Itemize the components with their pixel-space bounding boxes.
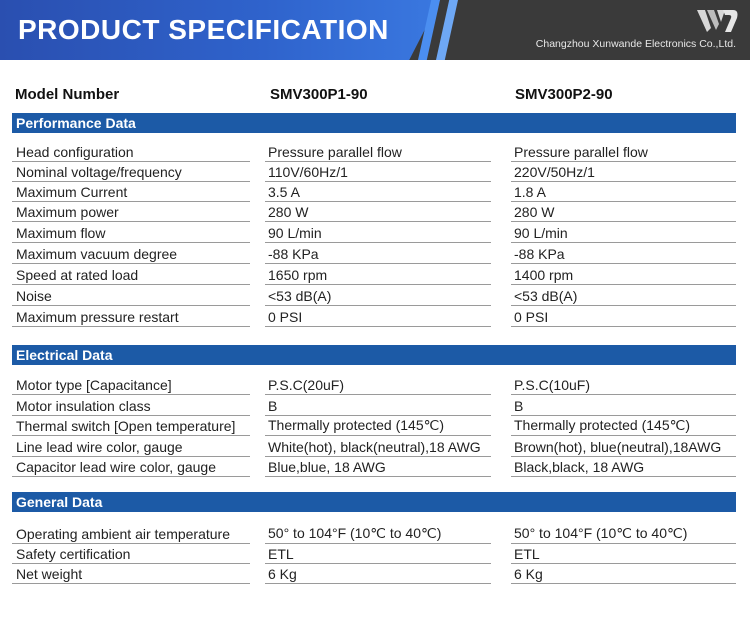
spec-value-cell bbox=[265, 264, 491, 285]
section-title: General Data bbox=[16, 494, 103, 510]
spec-value-cell bbox=[511, 436, 736, 457]
spec-value: 0 PSI bbox=[268, 309, 303, 325]
spec-value: 90 L/min bbox=[514, 225, 568, 241]
spec-value-cell bbox=[511, 543, 736, 564]
spec-value-cell bbox=[511, 141, 736, 162]
spec-value-cell bbox=[265, 563, 491, 584]
spec-value: B bbox=[268, 398, 278, 414]
spec-value-cell bbox=[511, 395, 736, 416]
spec-label-cell bbox=[12, 243, 250, 264]
spec-label: Motor insulation class bbox=[16, 398, 151, 414]
spec-value: Pressure parallel flow bbox=[268, 144, 402, 160]
spec-label-cell bbox=[12, 181, 250, 202]
model-2-name: SMV300P2-90 bbox=[515, 86, 613, 103]
spec-value: ETL bbox=[514, 546, 540, 562]
spec-value-cell bbox=[511, 181, 736, 202]
spec-value: Thermally protected (145℃) bbox=[268, 417, 445, 433]
spec-label-cell bbox=[12, 543, 250, 564]
spec-label: Motor type [Capacitance] bbox=[16, 377, 172, 393]
spec-label: Net weight bbox=[16, 566, 83, 582]
spec-label: Maximum Current bbox=[16, 184, 128, 200]
spec-value-cell bbox=[265, 243, 491, 264]
spec-value: 6 Kg bbox=[268, 566, 297, 582]
spec-label-cell bbox=[12, 456, 250, 477]
spec-value-cell bbox=[265, 374, 491, 395]
spec-label-cell bbox=[12, 436, 250, 457]
spec-label-cell bbox=[12, 285, 250, 306]
spec-label-cell bbox=[12, 374, 250, 395]
spec-label: Nominal voltage/frequency bbox=[16, 164, 182, 180]
spec-value-cell bbox=[265, 181, 491, 202]
spec-label: Thermal switch [Open temperature] bbox=[16, 418, 236, 434]
spec-value: 280 W bbox=[268, 204, 309, 220]
model-number-label: Model Number bbox=[15, 86, 120, 103]
spec-value: 50° to 104°F (10℃ to 40℃) bbox=[268, 525, 442, 541]
spec-value-cell bbox=[265, 543, 491, 564]
spec-label: Maximum vacuum degree bbox=[16, 246, 178, 262]
spec-label: Capacitor lead wire color, gauge bbox=[16, 459, 217, 475]
spec-label: Safety certification bbox=[16, 546, 131, 562]
spec-label-cell bbox=[12, 222, 250, 243]
section-header bbox=[12, 345, 736, 365]
spec-label: Line lead wire color, gauge bbox=[16, 439, 183, 455]
spec-label: Noise bbox=[16, 288, 52, 304]
spec-value: P.S.C(10uF) bbox=[514, 377, 590, 393]
section-title: Electrical Data bbox=[16, 347, 113, 363]
spec-value-cell bbox=[265, 436, 491, 457]
spec-value: -88 KPa bbox=[268, 246, 319, 262]
spec-value: 1.8 A bbox=[514, 184, 546, 200]
spec-value: 110V/60Hz/1 bbox=[268, 164, 348, 180]
spec-value: Pressure parallel flow bbox=[514, 144, 648, 160]
spec-value: 280 W bbox=[514, 204, 555, 220]
spec-value: 90 L/min bbox=[268, 225, 322, 241]
spec-value-cell bbox=[511, 243, 736, 264]
spec-value-cell bbox=[265, 201, 491, 222]
spec-value-cell bbox=[265, 306, 491, 327]
spec-value-cell bbox=[511, 415, 736, 436]
spec-value-cell bbox=[511, 222, 736, 243]
spec-value: Blue,blue, 18 AWG bbox=[268, 459, 386, 475]
spec-value-cell bbox=[511, 264, 736, 285]
spec-value: 220V/50Hz/1 bbox=[514, 164, 595, 180]
spec-value-cell bbox=[265, 456, 491, 477]
spec-label-cell bbox=[12, 395, 250, 416]
spec-value: Black,black, 18 AWG bbox=[514, 459, 645, 475]
spec-value: B bbox=[514, 398, 524, 414]
section-title: Performance Data bbox=[16, 115, 136, 131]
spec-value-cell bbox=[511, 201, 736, 222]
spec-value-cell bbox=[265, 222, 491, 243]
header-banner bbox=[0, 0, 750, 60]
spec-label-cell bbox=[12, 563, 250, 584]
spec-value-cell bbox=[265, 141, 491, 162]
spec-value-cell bbox=[511, 306, 736, 327]
banner-stripe bbox=[436, 0, 458, 60]
spec-value: 0 PSI bbox=[514, 309, 549, 325]
spec-value-cell bbox=[511, 456, 736, 477]
wd-logo-icon bbox=[697, 8, 739, 34]
spec-value: P.S.C(20uF) bbox=[268, 377, 344, 393]
spec-value-cell bbox=[265, 395, 491, 416]
spec-value: Brown(hot), blue(neutral),18AWG bbox=[514, 439, 722, 455]
spec-value: 6 Kg bbox=[514, 566, 543, 582]
spec-label: Maximum flow bbox=[16, 225, 106, 241]
spec-value-cell bbox=[265, 161, 491, 182]
company-name: Changzhou Xunwande Electronics Co.,Ltd. bbox=[535, 38, 736, 50]
spec-label: Head configuration bbox=[16, 144, 134, 160]
spec-value-cell bbox=[511, 374, 736, 395]
spec-value: <53 dB(A) bbox=[514, 288, 578, 304]
spec-value: <53 dB(A) bbox=[268, 288, 332, 304]
spec-label: Operating ambient air temperature bbox=[16, 526, 230, 542]
spec-value: 1400 rpm bbox=[514, 267, 574, 283]
spec-value: 1650 rpm bbox=[268, 267, 328, 283]
spec-value-cell bbox=[511, 161, 736, 182]
page-title: PRODUCT SPECIFICATION bbox=[18, 14, 389, 45]
spec-label-cell bbox=[12, 161, 250, 182]
spec-value-cell bbox=[511, 285, 736, 306]
spec-label: Speed at rated load bbox=[16, 267, 139, 283]
spec-value: White(hot), black(neutral),18 AWG bbox=[268, 439, 481, 455]
spec-label-cell bbox=[12, 306, 250, 327]
spec-label-cell bbox=[12, 141, 250, 162]
spec-label: Maximum power bbox=[16, 204, 119, 220]
spec-label-cell bbox=[12, 523, 250, 544]
spec-value-cell bbox=[265, 285, 491, 306]
spec-value-cell bbox=[265, 415, 491, 436]
spec-value: Thermally protected (145℃) bbox=[514, 417, 691, 433]
spec-value: -88 KPa bbox=[514, 246, 565, 262]
spec-value-cell bbox=[265, 523, 491, 544]
spec-value: 50° to 104°F (10℃ to 40℃) bbox=[514, 525, 688, 541]
spec-value: ETL bbox=[268, 546, 294, 562]
spec-value: 3.5 A bbox=[268, 184, 300, 200]
spec-label: Maximum pressure restart bbox=[16, 309, 179, 325]
spec-value-cell bbox=[511, 523, 736, 544]
spec-label-cell bbox=[12, 264, 250, 285]
spec-label-cell bbox=[12, 415, 250, 436]
section-header bbox=[12, 492, 736, 512]
model-1-name: SMV300P1-90 bbox=[270, 86, 368, 103]
section-header bbox=[12, 113, 736, 133]
spec-value-cell bbox=[511, 563, 736, 584]
spec-label-cell bbox=[12, 201, 250, 222]
